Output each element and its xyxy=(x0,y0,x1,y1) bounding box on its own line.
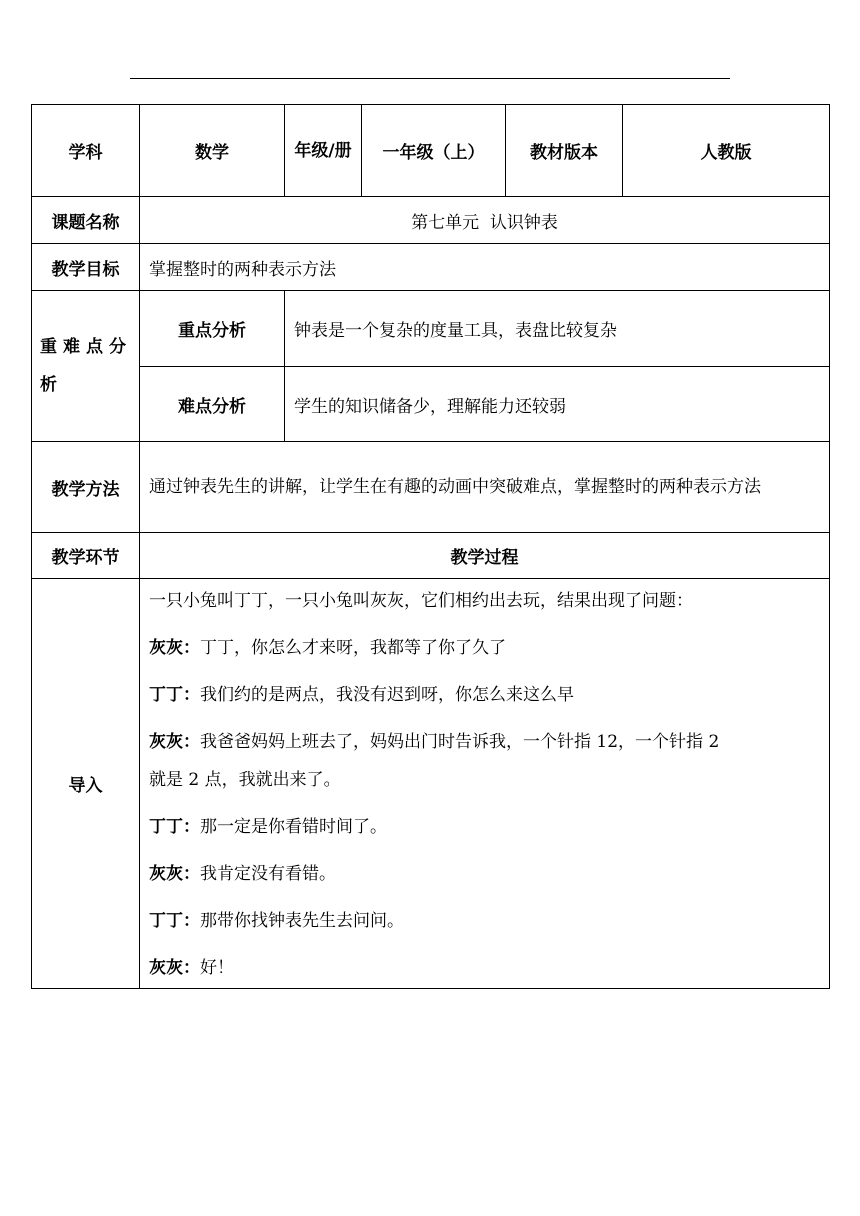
dialog-line xyxy=(149,815,829,839)
speaker: 灰灰： xyxy=(149,958,200,978)
subject-label: 学科 xyxy=(32,105,140,197)
lesson-plan-table xyxy=(31,104,830,989)
dialog-line xyxy=(149,909,829,933)
speaker: 丁丁： xyxy=(149,685,200,705)
dialog-line xyxy=(149,683,829,707)
info-row xyxy=(32,105,830,197)
speech-continuation: 就是 2 点，我就出来了。 xyxy=(149,770,341,790)
key-point-row xyxy=(32,291,830,367)
lesson-title: 第七单元 认识钟表 xyxy=(140,197,830,244)
objective-row xyxy=(32,244,830,291)
process-section-label: 教学环节 xyxy=(32,533,140,579)
edition-value: 人教版 xyxy=(623,105,830,197)
edition-label: 教材版本 xyxy=(506,105,623,197)
process-header: 教学过程 xyxy=(140,533,830,579)
dialog-line xyxy=(149,730,829,792)
speech: 我爸爸妈妈上班去了，妈妈出门时告诉我，一个针指 12，一个针指 2 xyxy=(200,732,720,752)
header-rule xyxy=(130,78,730,79)
difficult-point-label: 难点分析 xyxy=(140,367,285,442)
intro-row xyxy=(32,579,830,989)
speaker: 丁丁： xyxy=(149,817,200,837)
speaker: 丁丁： xyxy=(149,911,200,931)
key-point-label: 重点分析 xyxy=(140,291,285,367)
lesson-title-label: 课题名称 xyxy=(32,197,140,244)
title-row xyxy=(32,197,830,244)
subject-value: 数学 xyxy=(140,105,285,197)
intro-text: 一只小兔叫丁丁，一只小兔叫灰灰，它们相约出去玩，结果出现了问题： xyxy=(149,591,693,611)
objective-text: 掌握整时的两种表示方法 xyxy=(140,244,830,291)
dialog-line xyxy=(149,636,829,660)
dialog-line xyxy=(149,956,829,980)
grade-value: 一年级（上） xyxy=(362,105,506,197)
difficult-point-text: 学生的知识储备少，理解能力还较弱 xyxy=(285,367,830,442)
method-row xyxy=(32,442,830,533)
dialog-cell xyxy=(140,579,830,989)
speech: 好！ xyxy=(200,958,234,978)
dialog-line xyxy=(149,862,829,886)
speech: 那一定是你看错时间了。 xyxy=(200,817,387,837)
speech: 那带你找钟表先生去问问。 xyxy=(200,911,404,931)
method-label: 教学方法 xyxy=(32,442,140,533)
difficult-point-row xyxy=(32,367,830,442)
speaker: 灰灰： xyxy=(149,864,200,884)
analysis-label: 重难点分析 xyxy=(32,291,140,442)
key-point-text: 钟表是一个复杂的度量工具，表盘比较复杂 xyxy=(285,291,830,367)
stage-label: 导入 xyxy=(32,579,140,989)
speech: 我们约的是两点，我没有迟到呀，你怎么来这么早 xyxy=(200,685,574,705)
speech: 我肯定没有看错。 xyxy=(200,864,336,884)
process-header-row xyxy=(32,533,830,579)
speaker: 灰灰： xyxy=(149,732,200,752)
speech: 丁丁，你怎么才来呀，我都等了你了久了 xyxy=(200,638,506,658)
method-cell xyxy=(140,442,830,533)
grade-label: 年级/册 xyxy=(285,105,362,197)
objective-label: 教学目标 xyxy=(32,244,140,291)
speaker: 灰灰： xyxy=(149,638,200,658)
method-text: 通过钟表先生的讲解，让学生在有趣的动画中突破难点，掌握整时的两种表示方法 xyxy=(149,477,761,497)
